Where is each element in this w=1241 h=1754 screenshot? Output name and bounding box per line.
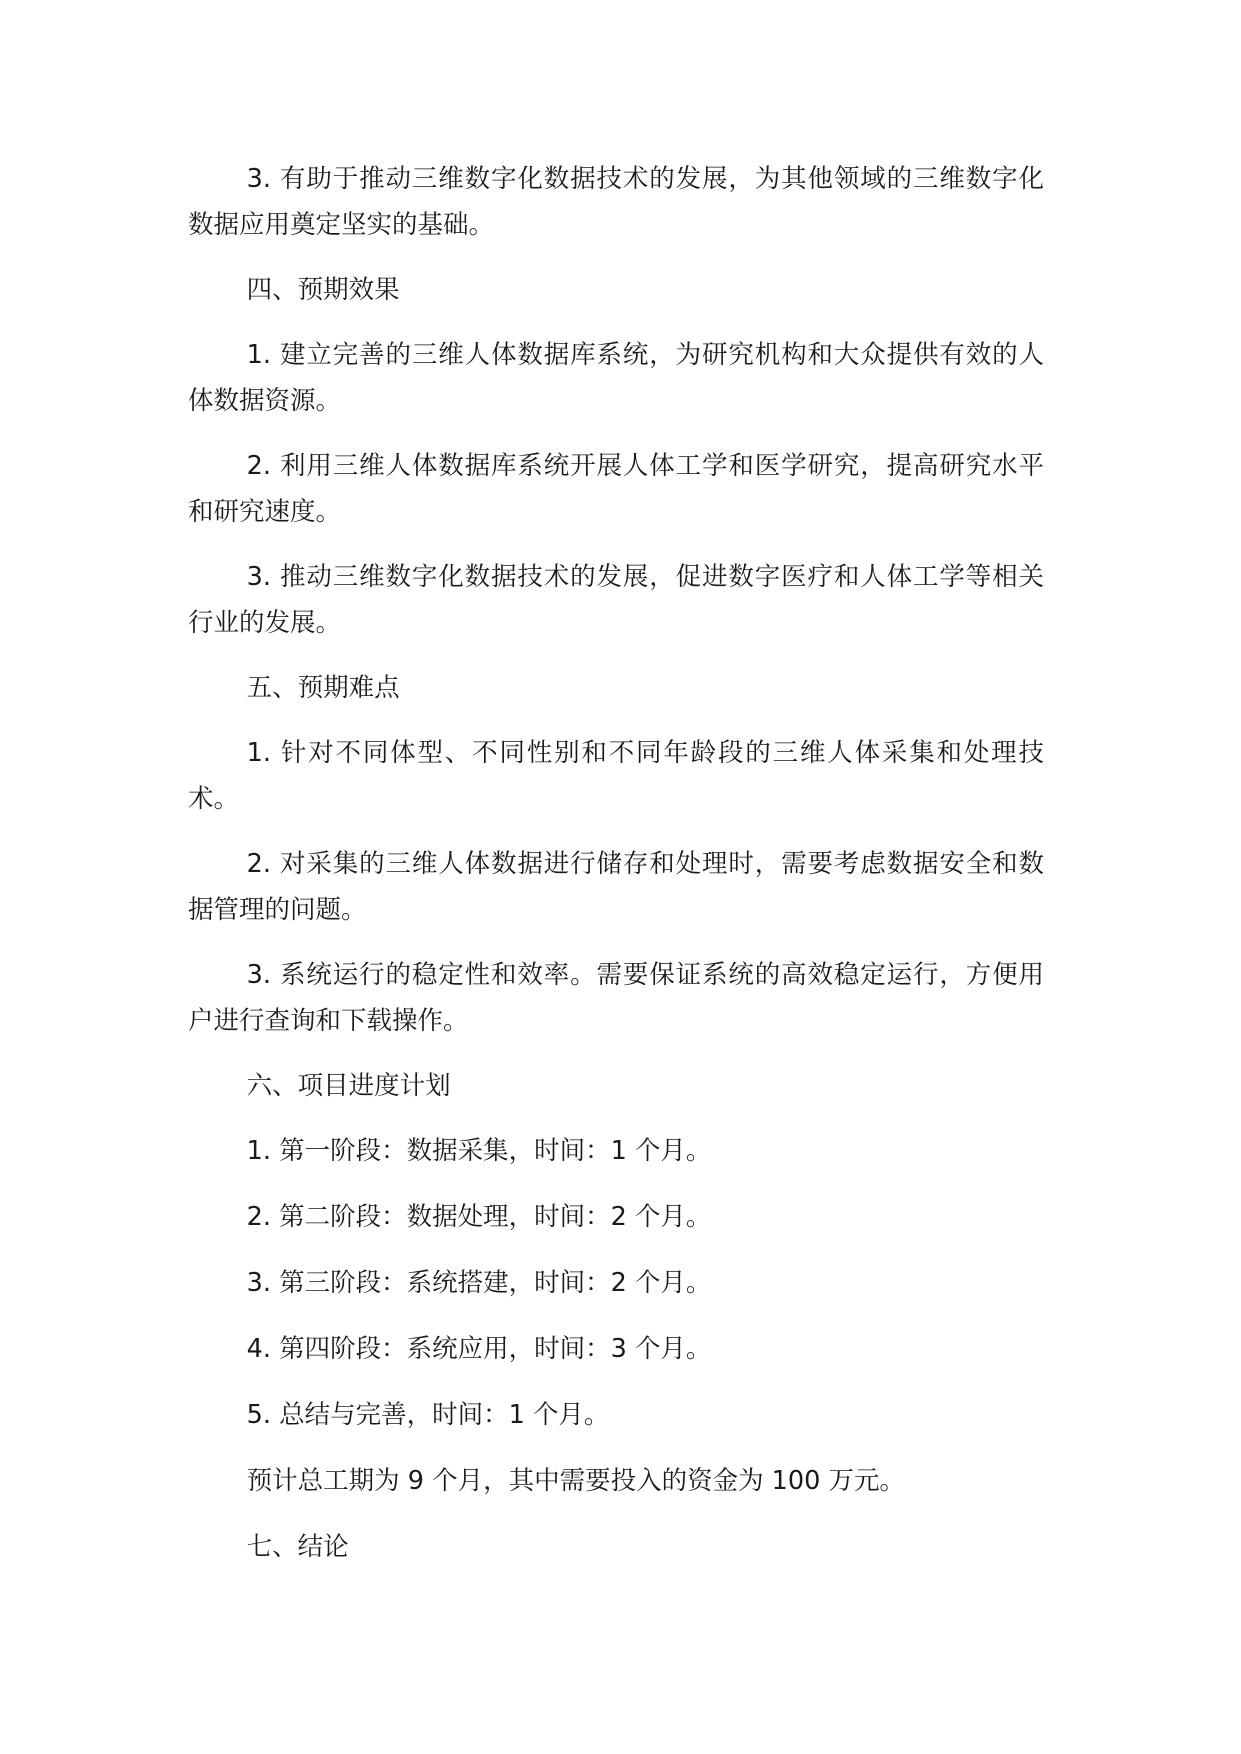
paragraph-difficulty-2: 2. 对采集的三维人体数据进行储存和处理时，需要考虑数据安全和数据管理的问题。 [188,849,1044,925]
document-body [188,156,1044,1589]
section-heading-expected-effects: 四、预期效果 [246,275,400,305]
paragraph-difficulty-3: 3. 系统运行的稳定性和效率。需要保证系统的高效稳定运行，方便用户进行查询和下载操作。 [188,960,1044,1036]
paragraph-schedule-3: 3. 第三阶段：系统搭建，时间：2 个月。 [246,1268,712,1298]
paragraph-difficulty-1: 1. 针对不同体型、不同性别和不同年龄段的三维人体采集和处理技术。 [188,738,1044,814]
section-heading-schedule: 六、项目进度计划 [246,1071,451,1101]
paragraph-item-3-significance: 3. 有助于推动三维数字化数据技术的发展，为其他领域的三维数字化数据应用奠定坚实的基础。 [188,164,1044,240]
paragraph-schedule-5: 5. 总结与完善，时间：1 个月。 [246,1400,610,1430]
section-heading-expected-difficulties: 五、预期难点 [246,673,400,703]
paragraph-effect-2: 2. 利用三维人体数据库系统开展人体工学和医学研究，提高研究水平和研究速度。 [188,451,1044,527]
section-heading-conclusion: 七、结论 [246,1532,349,1562]
paragraph-effect-3: 3. 推动三维数字化数据技术的发展，促进数字医疗和人体工学等相关行业的发展。 [188,562,1044,638]
paragraph-schedule-1: 1. 第一阶段：数据采集，时间：1 个月。 [246,1136,712,1166]
paragraph-schedule-summary: 预计总工期为 9 个月，其中需要投入的资金为 100 万元。 [246,1466,905,1496]
paragraph-schedule-2: 2. 第二阶段：数据处理，时间：2 个月。 [246,1202,712,1232]
paragraph-effect-1: 1. 建立完善的三维人体数据库系统，为研究机构和大众提供有效的人体数据资源。 [188,340,1044,416]
paragraph-schedule-4: 4. 第四阶段：系统应用，时间：3 个月。 [246,1334,712,1364]
